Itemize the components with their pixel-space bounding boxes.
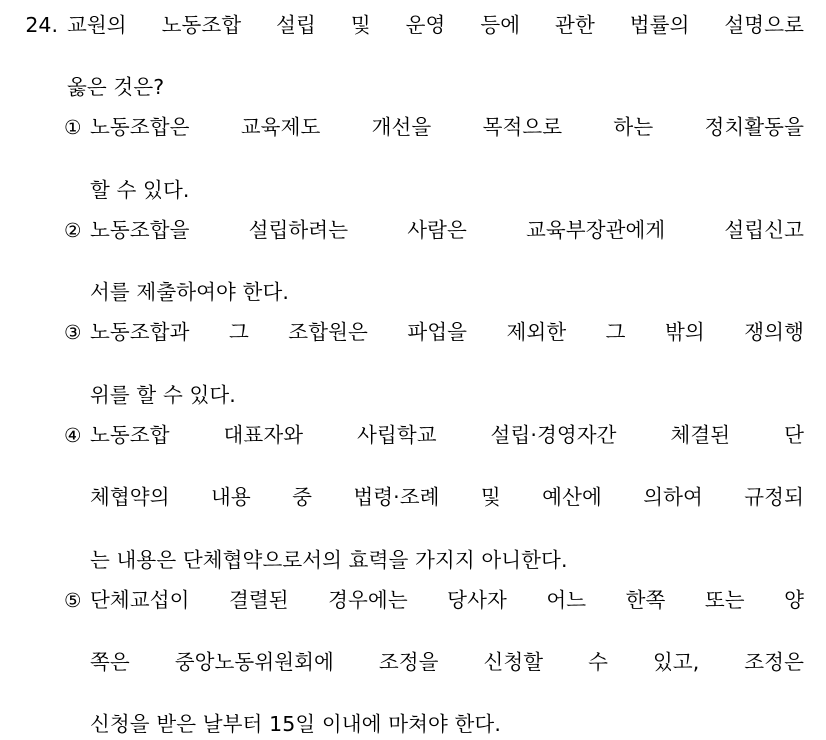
choice-text-4	[90, 420, 804, 576]
choice-line: 쪽은 중앙노동위원회에 조정을 신청할 수 있고, 조정은	[90, 649, 804, 674]
choice-item-4[interactable]	[64, 420, 804, 576]
choice-list	[18, 112, 804, 740]
choice-line: 위를 할 수 있다.	[90, 382, 236, 407]
choice-item-3[interactable]	[64, 317, 804, 410]
choice-item-1[interactable]	[64, 112, 804, 205]
choice-line: 노동조합 대표자와 사립학교 설립·경영자간 체결된 단	[90, 422, 804, 447]
choice-line: 노동조합을 설립하려는 사람은 교육부장관에게 설립신고	[90, 217, 804, 242]
choice-line: 노동조합과 그 조합원은 파업을 제외한 그 밖의 쟁의행	[90, 320, 804, 345]
choice-marker-3: ③	[64, 321, 82, 345]
choice-line: 는 내용은 단체협약으로서의 효력을 가지지 아니한다.	[90, 547, 568, 572]
choice-item-5[interactable]	[64, 585, 804, 740]
question-text	[67, 10, 804, 103]
question-line: 옳은 것은?	[67, 75, 165, 100]
choice-line: 노동조합은 교육제도 개선을 목적으로 하는 정치활동을	[90, 115, 804, 140]
choice-line: 할 수 있다.	[90, 177, 190, 202]
choice-line: 단체교섭이 결렬된 경우에는 당사자 어느 한쪽 또는 양	[90, 587, 804, 612]
choice-marker-4: ④	[64, 423, 82, 447]
choice-marker-1: ①	[64, 116, 82, 140]
question-block	[18, 10, 804, 103]
choice-text-1	[90, 112, 804, 205]
choice-line: 서를 제출하여야 한다.	[90, 280, 289, 305]
choice-text-3	[90, 317, 804, 410]
choice-marker-5: ⑤	[64, 588, 82, 612]
choice-line: 체협약의 내용 중 법령·조례 및 예산에 의하여 규정되	[90, 485, 804, 510]
question-number: 24.	[25, 13, 58, 37]
choice-text-2	[90, 215, 804, 308]
choice-marker-2: ②	[64, 218, 82, 242]
choice-line: 신청을 받은 날부터 15일 이내에 마쳐야 한다.	[90, 712, 501, 737]
question-line: 교원의 노동조합 설립 및 운영 등에 관한 법률의 설명으로	[67, 13, 804, 37]
choice-text-5	[90, 585, 804, 740]
choice-item-2[interactable]	[64, 215, 804, 308]
